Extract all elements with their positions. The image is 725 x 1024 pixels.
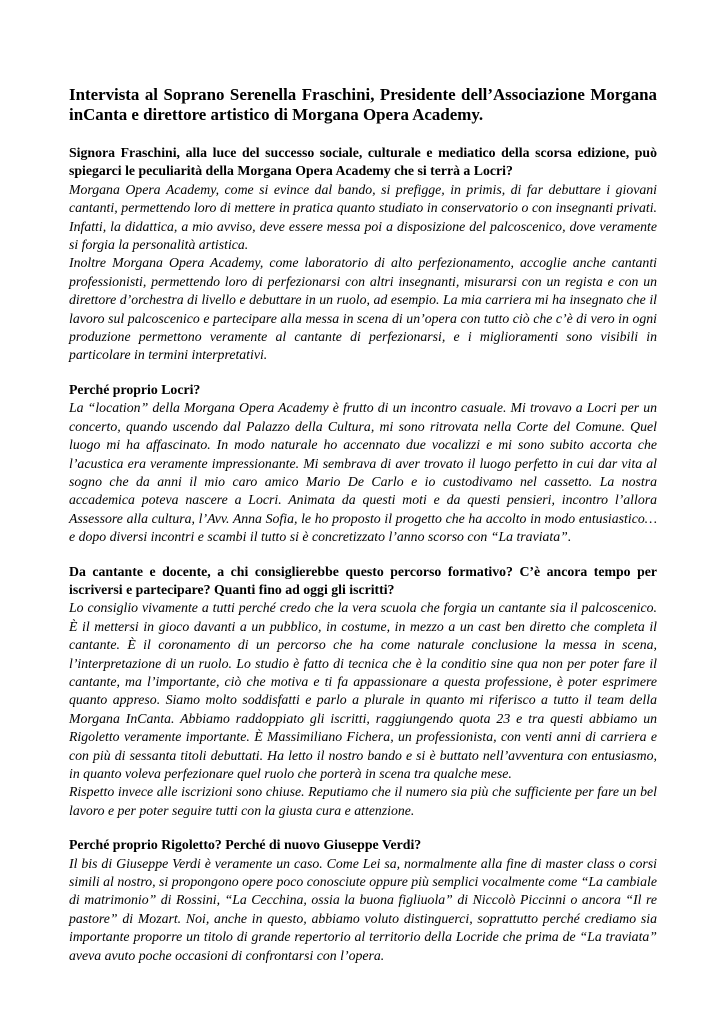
interview-answer-paragraph: Inoltre Morgana Opera Academy, come laboratorio di alto perfezionamento, accoglie anche cantanti professionisti, permettendo loro di perfezionarsi con altri insegnanti, misurarsi con un regista e con un direttore d’orchestra di livello e debuttare in un ruolo, ad esempio. La mia carriera mi ha insegnato che il lavoro sul palcoscenico e partecipare alla messa in scena di un’opera con tutto ciò che c’è di vero in ogni produzione permettono veramente al cantante di perfezionarsi, e i miglioramenti sono visibili in particolare in termini interpretativi.: [69, 255, 657, 363]
interview-question: Da cantante e docente, a chi consiglierebbe questo percorso formativo? C’è ancora tempo per iscriversi e partecipare? Quanti fino ad oggi gli iscritti?: [69, 563, 657, 597]
interview-question: Perché proprio Rigoletto? Perché di nuovo Giuseppe Verdi?: [69, 837, 422, 853]
interview-answer-paragraph: Rispetto invece alle iscrizioni sono chiuse. Reputiamo che il numero sia più che sufficiente per fare un bel lavoro e per poter seguire tutti con la giusta cura e attenzione.: [69, 784, 657, 818]
interview-section: [69, 381, 657, 547]
interview-question: Signora Fraschini, alla luce del successo sociale, culturale e mediatico della scorsa edizione, può spiegarci le peculiarità della Morgana Opera Academy che si terrà a Locri?: [69, 145, 657, 179]
interview-answer-paragraph: Il bis di Giuseppe Verdi è veramente un caso. Come Lei sa, normalmente alla fine di master class o corsi simili al nostro, si propongono opere poco conosciute oppure più semplici vocalmente come “La cambiale di matrimonio” di Rossini, “La Cecchina, ossia la buona figliuola” di Niccolò Piccinni o ancora “Il re pastore” di Mozart. Noi, anche in questo, abbiamo voluto distinguerci, soprattutto perché crediamo sia importante proporre un titolo di grande repertorio al territorio della Locride che prima de “La traviata” aveva avuto poche occasioni di confrontarsi con l’opera.: [69, 855, 657, 963]
interview-answer-paragraph: Lo consiglio vivamente a tutti perché credo che la vera scuola che forgia un cantante sia il palcoscenico. È il mettersi in gioco davanti a un pubblico, in costume, in mezzo a un cast ben diretto che completa il cantante. È il coronamento di un percorso che ha come naturale conclusione la messa in scena, l’interpretazione di un ruolo. Lo studio è fatto di tecnica che è la conditio sine qua non per poter fare il cantante, ma l’importante, ciò che motiva e ti fa appassionare a questa professione, è poter esprimere quanto appreso. Siamo molto soddisfatti e parlo a plurale in quanto mi riferisco a tutto il team della Morgana InCanta. Abbiamo raddoppiato gli iscritti, raggiungendo quota 23 e tra questi abbiamo un Rigoletto veramente importante. È Massimiliano Fichera, un professionista, con venti anni di carriera e con più di sessanta titoli debuttati. Ha letto il nostro bando e si è buttato nell’avventura con entusiasmo, in quanto voleva perfezionare quel ruolo che porterà in scena tra qualche mese.: [69, 600, 657, 781]
document-title: Intervista al Soprano Serenella Fraschini, Presidente dell’Associazione Morgana inCanta e direttore artistico di Morgana Opera Academy.: [69, 85, 657, 124]
interview-section: [69, 836, 657, 965]
interview-answer-paragraph: La “location” della Morgana Opera Academy è frutto di un incontro casuale. Mi trovavo a Locri per un concerto, quando uscendo dal Palazzo della Cultura, mi sono ritrovata nella Corte del Comune. Quel luogo mi ha affascinato. In modo naturale ho accennato due vocalizzi e mi sono subito accorta che l’acustica era veramente impressionante. Mi sembrava di aver trovato il luogo perfetto in cui dar vita al sogno che da anni il mio caro amico Mario De Carlo e io custodivamo nel cassetto. La nostra accademica poteva nascere a Locri. Animata da questi moti e da questi pensieri, incontro l’allora Assessore alla cultura, l’Avv. Anna Sofia, le ho proposto il progetto che ha accolto in modo entusiastico… e dopo diversi incontri e scambi il tutto si è concretizzato l’anno scorso con “La traviata”.: [69, 400, 657, 545]
interview-answer-paragraph: Morgana Opera Academy, come si evince dal bando, si prefigge, in primis, di far debuttare i giovani cantanti, permettendo loro di mettere in pratica quanto studiato in conservatorio o con insegnanti privati. Infatti, la didattica, a mio avviso, deve essere messa poi a disposizione del palcoscenico, dove veramente si forgia la personalità artistica.: [69, 181, 657, 253]
interview-question: Perché proprio Locri?: [69, 381, 201, 397]
interview-section: [69, 563, 657, 821]
interview-section: [69, 144, 657, 365]
document-page: [69, 85, 657, 981]
